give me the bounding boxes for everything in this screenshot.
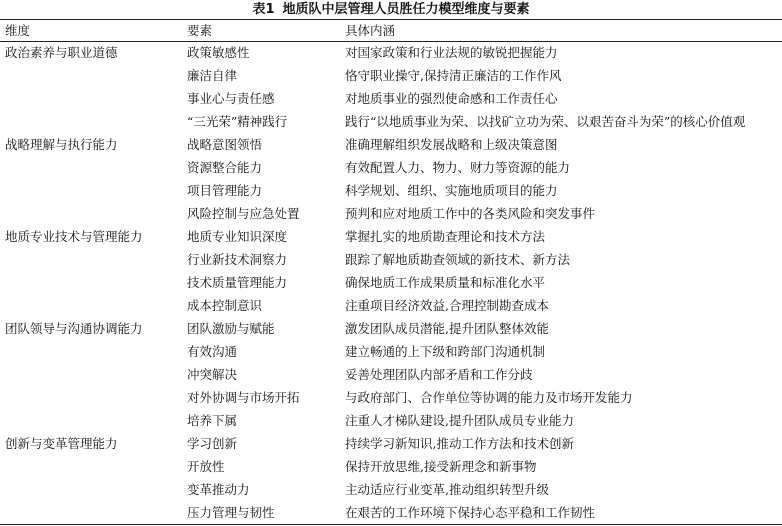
connotation-cell: 掌握扎实的地质勘查理论和技术方法: [345, 229, 546, 244]
connotation-cell: 确保地质工作成果质量和标准化水平: [345, 275, 546, 290]
dimension-cell: 地质专业技术与管理能力: [5, 229, 143, 244]
element-cell: 压力管理与韧性: [187, 505, 275, 520]
table-body: [0, 41, 782, 524]
table-row: [0, 432, 782, 455]
table-row: [0, 317, 782, 340]
dimension-cell: [0, 501, 184, 524]
element-cell: 技术质量管理能力: [187, 275, 288, 290]
dimension-cell: [0, 409, 184, 432]
table-row: [0, 455, 782, 478]
connotation-cell: 保持开放思维,接受新理念和新事物: [345, 459, 537, 474]
element-cell: 项目管理能力: [187, 183, 263, 198]
element-cell: 对外协调与市场开拓: [187, 390, 300, 405]
connotation-cell: 对地质事业的强烈使命感和工作责任心: [345, 91, 558, 106]
dimension-cell: [0, 110, 184, 133]
table-row: [0, 248, 782, 271]
connotation-cell: 与政府部门、合作单位等协调的能力及市场开发能力: [345, 390, 633, 405]
table-row: [0, 64, 782, 87]
element-cell: 风险控制与应急处置: [187, 206, 300, 221]
dimension-cell: [0, 87, 184, 110]
connotation-cell: 有效配置人力、物力、财力等资源的能力: [345, 160, 571, 175]
connotation-cell: 对国家政策和行业法规的敏锐把握能力: [345, 45, 558, 60]
dimension-cell: [0, 64, 184, 87]
connotation-cell: 建立畅通的上下级和跨部门沟通机制: [345, 344, 546, 359]
dimension-cell: [0, 248, 184, 271]
table-row: [0, 501, 782, 524]
dimension-cell: [0, 156, 184, 179]
element-cell: 资源整合能力: [187, 160, 263, 175]
column-header-connotation: 具体内涵: [345, 23, 396, 38]
connotation-cell: 主动适应行业变革,推动组织转型升级: [345, 482, 549, 497]
connotation-cell: 科学规划、组织、实施地质项目的能力: [345, 183, 558, 198]
dimension-cell: [0, 386, 184, 409]
dimension-cell: 政治素养与职业道德: [5, 45, 118, 60]
competency-table: [0, 20, 782, 524]
bottom-rule: [0, 524, 782, 525]
dimension-cell: [0, 363, 184, 386]
table-row: [0, 202, 782, 225]
connotation-cell: 预判和应对地质工作中的各类风险和突发事件: [345, 206, 596, 221]
element-cell: 有效沟通: [187, 344, 238, 359]
table-row: [0, 87, 782, 110]
table-row: [0, 409, 782, 432]
connotation-cell: 践行“以地质事业为荣、以找矿立功为荣、以艰苦奋斗为荣”的核心价值观: [345, 114, 746, 129]
dimension-cell: [0, 179, 184, 202]
connotation-cell: 在艰苦的工作环境下保持心态平稳和工作韧性: [345, 505, 596, 520]
table-row: [0, 386, 782, 409]
column-header-element: 要素: [187, 23, 213, 38]
table-title: 地质队中层管理人员胜任力模型维度与要素: [282, 2, 530, 17]
element-cell: 培养下属: [187, 413, 238, 428]
connotation-cell: 注重人才梯队建设,提升团队成员专业能力: [345, 413, 574, 428]
element-cell: 战略意图领悟: [187, 137, 263, 152]
table-row: [0, 41, 782, 64]
element-cell: 地质专业知识深度: [187, 229, 288, 244]
table-row: [0, 179, 782, 202]
element-cell: 开放性: [187, 459, 225, 474]
element-cell: 成本控制意识: [187, 298, 263, 313]
element-cell: 行业新技术洞察力: [187, 252, 288, 267]
element-cell: 冲突解决: [187, 367, 238, 382]
dimension-cell: [0, 478, 184, 501]
dimension-cell: 团队领导与沟通协调能力: [5, 321, 143, 336]
dimension-cell: [0, 455, 184, 478]
dimension-cell: [0, 340, 184, 363]
column-header-dimension: 维度: [5, 23, 31, 38]
connotation-cell: 持续学习新知识,推动工作方法和技术创新: [345, 436, 574, 451]
dimension-cell: 创新与变革管理能力: [5, 436, 118, 451]
element-cell: 学习创新: [187, 436, 238, 451]
table-caption: [0, 2, 782, 18]
table-row: [0, 156, 782, 179]
connotation-cell: 注重项目经济效益,合理控制勘查成本: [345, 298, 549, 313]
dimension-cell: [0, 202, 184, 225]
table-header-row: [0, 20, 782, 41]
table-row: [0, 271, 782, 294]
element-cell: 团队激励与赋能: [187, 321, 275, 336]
table-row: [0, 363, 782, 386]
table-row: [0, 340, 782, 363]
table-row: [0, 225, 782, 248]
dimension-cell: [0, 294, 184, 317]
element-cell: 政策敏感性: [187, 45, 250, 60]
element-cell: 事业心与责任感: [187, 91, 275, 106]
dimension-cell: 战略理解与执行能力: [5, 137, 118, 152]
table-row: [0, 478, 782, 501]
element-cell: “三光荣”精神践行: [187, 114, 288, 129]
connotation-cell: 准确理解组织发展战略和上级决策意图: [345, 137, 558, 152]
table-number: 表1: [252, 2, 275, 17]
table-row: [0, 133, 782, 156]
element-cell: 廉洁自律: [187, 68, 238, 83]
connotation-cell: 恪守职业操守,保持清正廉洁的工作作风: [345, 68, 562, 83]
table-row: [0, 294, 782, 317]
connotation-cell: 激发团队成员潜能,提升团队整体效能: [345, 321, 549, 336]
dimension-cell: [0, 271, 184, 294]
element-cell: 变革推动力: [187, 482, 250, 497]
connotation-cell: 妥善处理团队内部矛盾和工作分歧: [345, 367, 533, 382]
table-row: [0, 110, 782, 133]
connotation-cell: 跟踪了解地质勘查领域的新技术、新方法: [345, 252, 571, 267]
